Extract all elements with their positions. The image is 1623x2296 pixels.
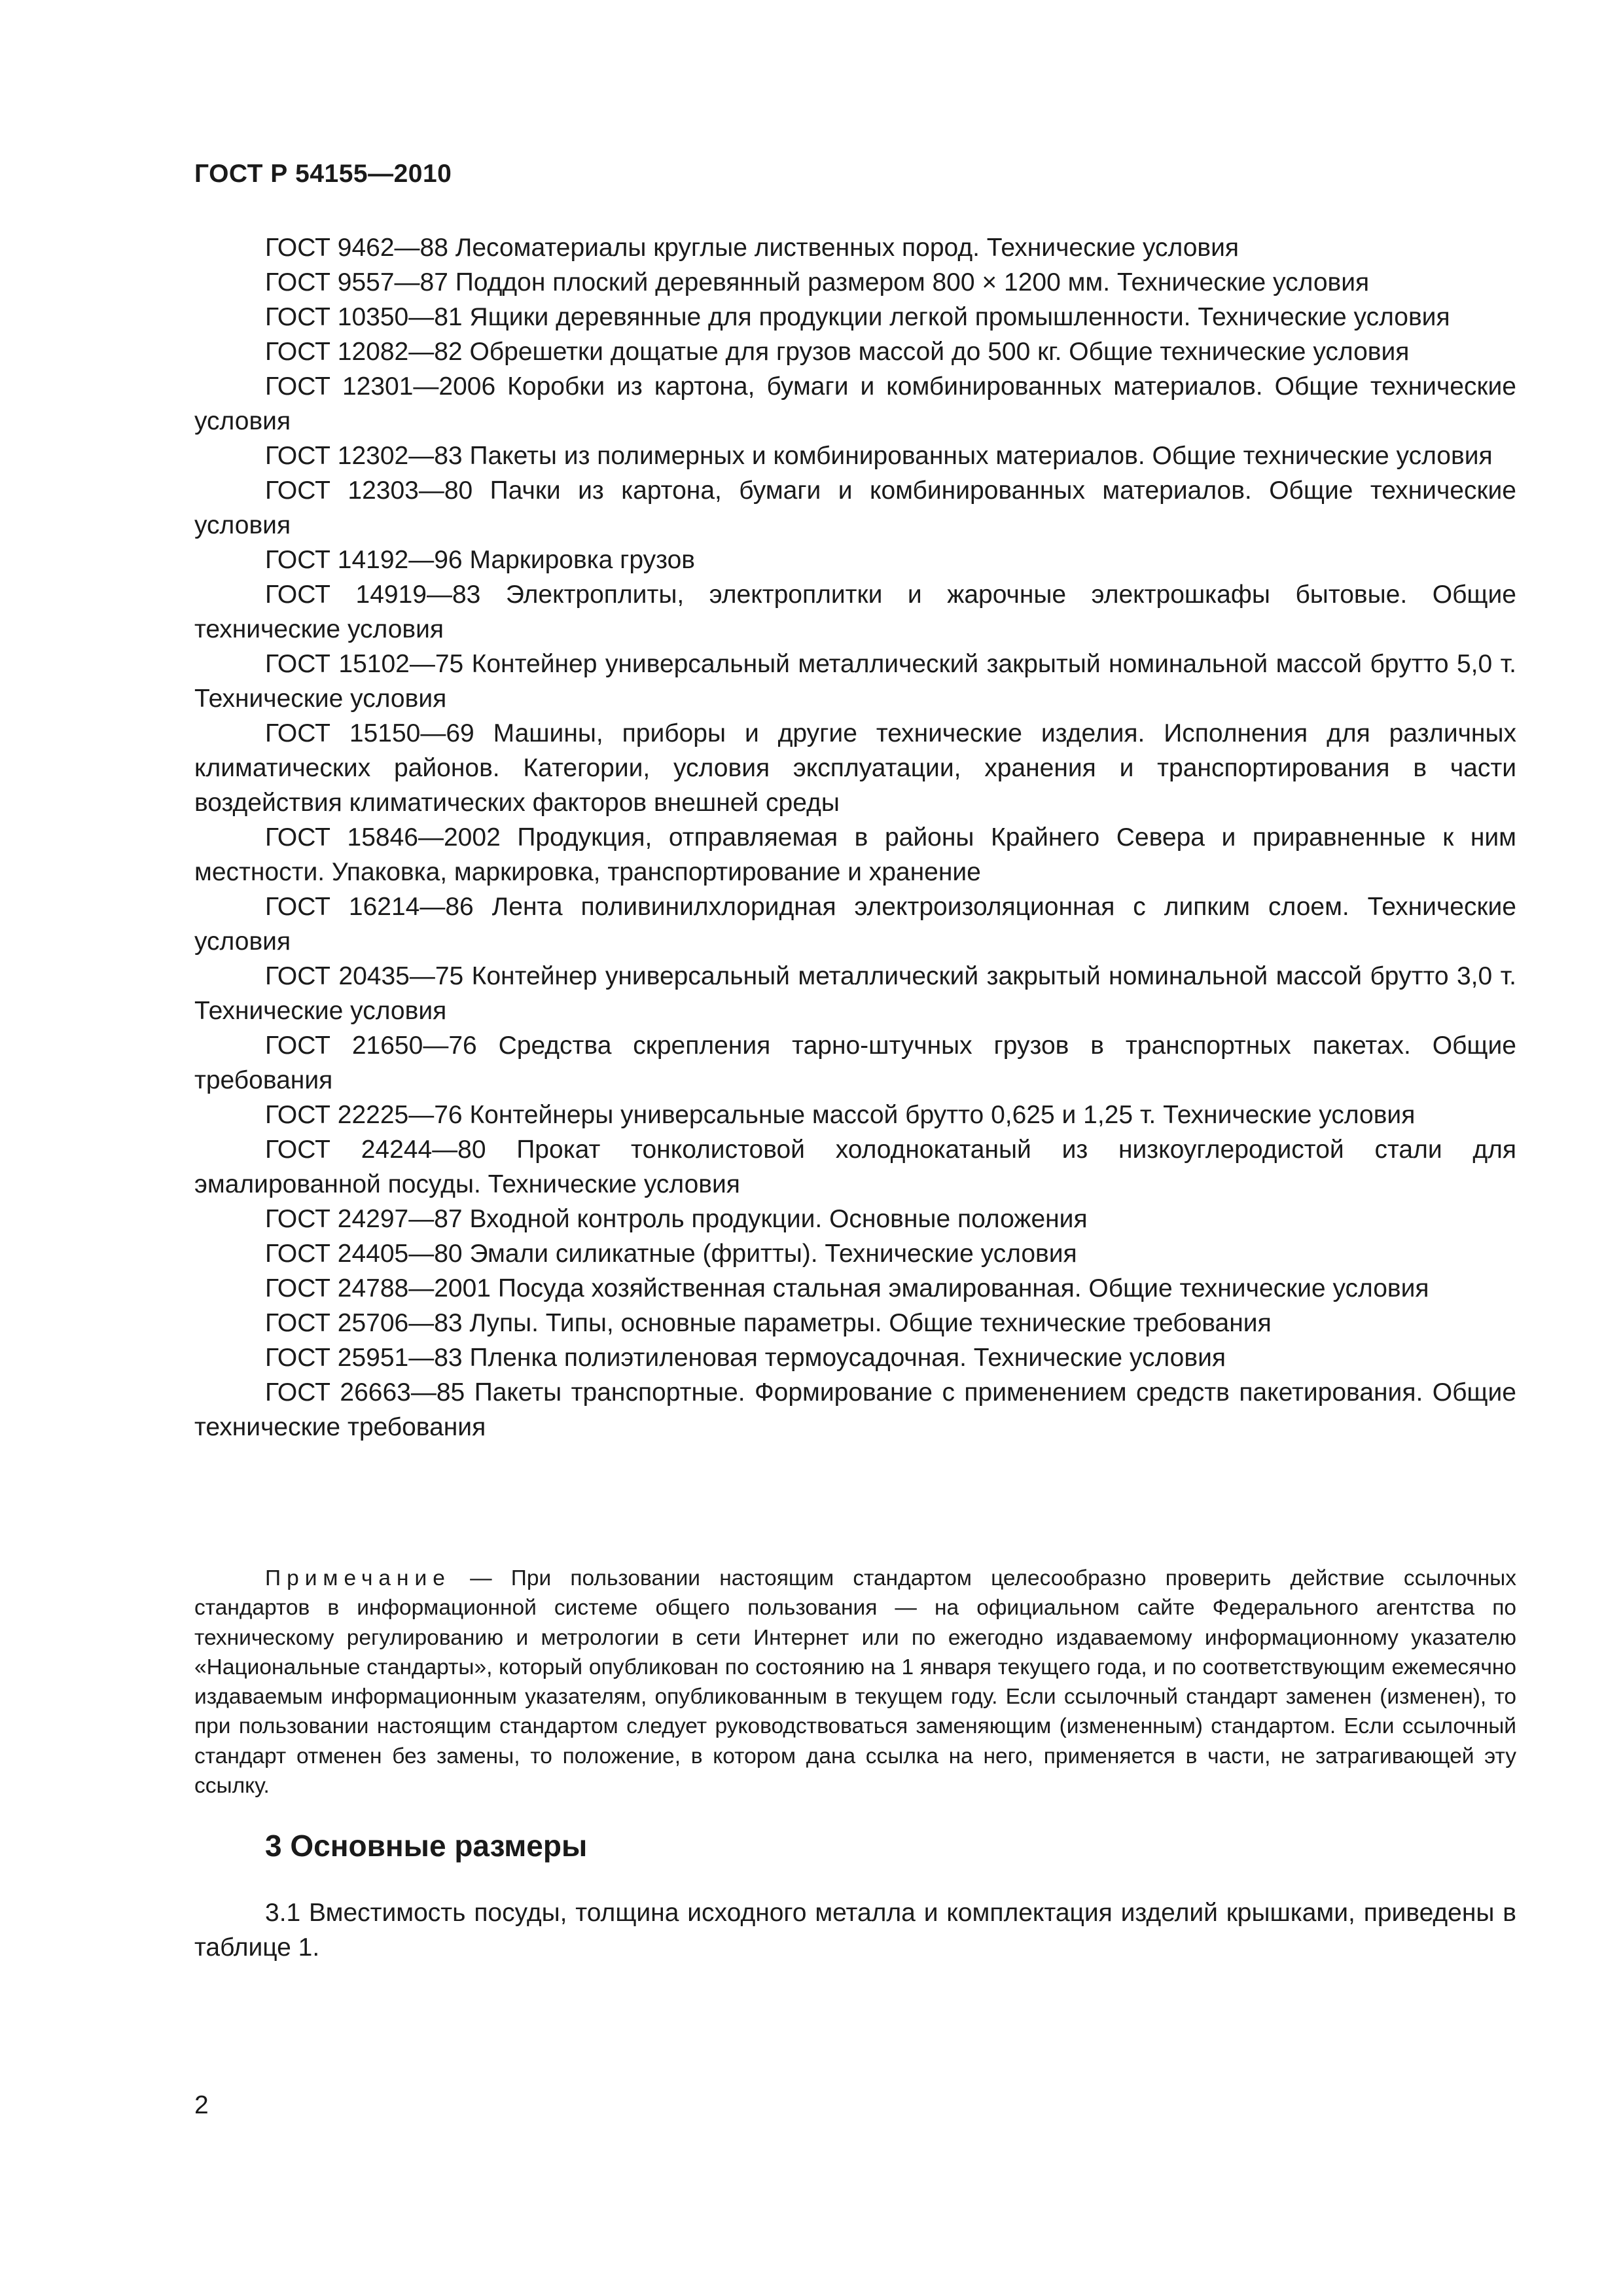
note-label: Примечание xyxy=(265,1566,451,1590)
document-header: ГОСТ Р 54155—2010 xyxy=(194,160,452,188)
reference-item: ГОСТ 15150—69 Машины, приборы и другие технические изделия. Исполнения для различных климатических районов. Категории, условия эксплуатации, хранения и транспортирования в части воздействия климатических факторов внешней среды xyxy=(194,719,1516,817)
reference-item: ГОСТ 22225—76 Контейнеры универсальные массой брутто 0,625 и 1,25 т. Технические условия xyxy=(265,1101,1416,1129)
reference-item: ГОСТ 24788—2001 Посуда хозяйственная стальная эмалированная. Общие технические условия xyxy=(265,1274,1429,1302)
reference-item: ГОСТ 24297—87 Входной контроль продукции. Основные положения xyxy=(265,1205,1088,1233)
reference-item: ГОСТ 16214—86 Лента поливинилхлоридная электроизоляционная с липким слоем. Технические условия xyxy=(194,893,1516,956)
reference-item: ГОСТ 10350—81 Ящики деревянные для продукции легкой промышленности. Технические условия xyxy=(265,303,1450,331)
reference-item: ГОСТ 9462—88 Лесоматериалы круглые лиственных пород. Технические условия xyxy=(265,234,1240,262)
page-number: 2 xyxy=(194,2091,209,2119)
reference-item: ГОСТ 15846—2002 Продукция, отправляемая в районы Крайнего Севера и приравненные к ним местности. Упаковка, маркировка, транспортирование и хранение xyxy=(194,823,1516,886)
reference-item: ГОСТ 12082—82 Обрешетки дощатые для грузов массой до 500 кг. Общие технические условия xyxy=(265,338,1410,366)
reference-item: ГОСТ 9557—87 Поддон плоский деревянный размером 800 × 1200 мм. Технические условия xyxy=(265,268,1370,296)
reference-item: ГОСТ 12302—83 Пакеты из полимерных и комбинированных материалов. Общие технические условия xyxy=(265,442,1493,470)
reference-item: ГОСТ 21650—76 Средства скрепления тарно-штучных грузов в транспортных пакетах. Общие требования xyxy=(194,1031,1516,1094)
reference-item: ГОСТ 24405—80 Эмали силикатные (фритты). Технические условия xyxy=(265,1240,1077,1268)
reference-item: ГОСТ 25706—83 Лупы. Типы, основные параметры. Общие технические требования xyxy=(265,1309,1272,1337)
reference-item: ГОСТ 26663—85 Пакеты транспортные. Формирование с применением средств пакетирования. Общие технические требования xyxy=(194,1378,1516,1441)
section-title: 3 Основные размеры xyxy=(265,1829,588,1863)
reference-item: ГОСТ 12301—2006 Коробки из картона, бумаги и комбинированных материалов. Общие технические условия xyxy=(194,372,1516,435)
reference-item: ГОСТ 14192—96 Маркировка грузов xyxy=(265,546,695,574)
note-paragraph xyxy=(194,1564,1516,1801)
section-paragraph: 3.1 Вместимость посуды, толщина исходного металла и комплектация изделий крышками, приведены в таблице 1. xyxy=(194,1899,1516,1962)
reference-item: ГОСТ 12303—80 Пачки из картона, бумаги и комбинированных материалов. Общие технические условия xyxy=(194,476,1516,539)
reference-item: ГОСТ 14919—83 Электроплиты, электроплитки и жарочные электрошкафы бытовые. Общие технические условия xyxy=(194,581,1516,643)
normative-references-list xyxy=(194,230,1516,1444)
note-text: — При пользовании настоящим стандартом целесообразно проверить действие ссылочных стандартов в информационной системе общего пользования — на официальном сайте Федерального агентства по техническому регулированию и метрологии в сети Интернет или по ежегодно издаваемому информационному указателю «Национальные стандарты», который опубликован по состоянию на 1 января текущего года, и по соответствующим ежемесячно издаваемым информационным указателям, опубликованным в текущем году. Если ссылочный стандарт заменен (изменен), то при пользовании настоящим стандартом следует руководствоваться заменяющим (измененным) стандартом. Если ссылочный стандарт отменен без замены, то положение, в котором дана ссылка на него, применяется в части, не затрагивающей эту ссылку. xyxy=(194,1566,1516,1799)
reference-item: ГОСТ 20435—75 Контейнер универсальный металлический закрытый номинальной массой брутто 3,0 т. Технические условия xyxy=(194,962,1516,1025)
reference-item: ГОСТ 15102—75 Контейнер универсальный металлический закрытый номинальной массой брутто 5,0 т. Технические условия xyxy=(194,650,1516,713)
reference-item: ГОСТ 25951—83 Пленка полиэтиленовая термоусадочная. Технические условия xyxy=(265,1344,1226,1372)
reference-item: ГОСТ 24244—80 Прокат тонколистовой холоднокатаный из низкоуглеродистой стали для эмалированной посуды. Технические условия xyxy=(194,1136,1516,1198)
